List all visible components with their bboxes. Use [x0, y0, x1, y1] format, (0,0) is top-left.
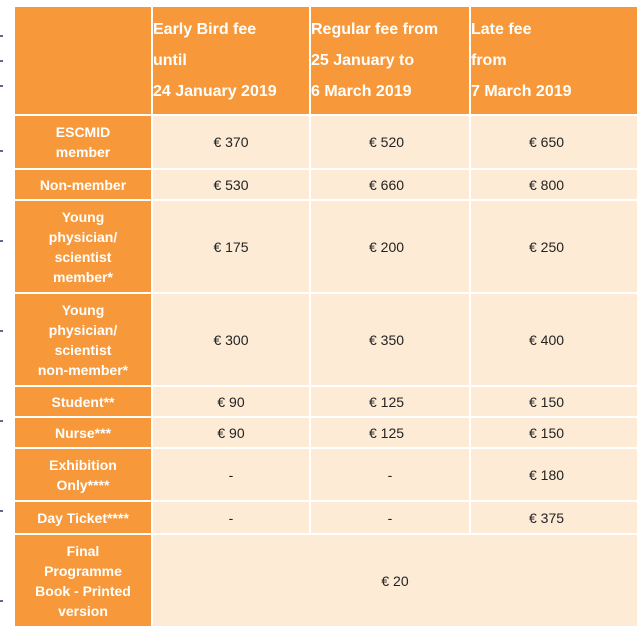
row-label-day-ticket: Day Ticket****	[15, 502, 151, 533]
cell-regular: -	[311, 502, 469, 533]
table-row	[15, 116, 637, 168]
table-row	[15, 449, 637, 500]
cell-late: € 150	[471, 418, 637, 447]
table-row	[15, 294, 637, 385]
fee-table	[13, 5, 639, 628]
table-row	[15, 387, 637, 416]
header-regular: Regular fee from 25 January to 6 March 2019	[311, 7, 469, 114]
cell-early: € 90	[153, 387, 309, 416]
cell-regular: € 660	[311, 170, 469, 199]
cell-early: -	[153, 502, 309, 533]
cell-late: € 400	[471, 294, 637, 385]
cell-early: € 300	[153, 294, 309, 385]
row-label-escmid-member: ESCMID member	[15, 116, 151, 168]
cell-early: -	[153, 449, 309, 500]
cell-regular: € 350	[311, 294, 469, 385]
header-late: Late fee from 7 March 2019	[471, 7, 637, 114]
cell-early: € 530	[153, 170, 309, 199]
cell-early: € 370	[153, 116, 309, 168]
cell-late: € 650	[471, 116, 637, 168]
cell-regular: € 200	[311, 201, 469, 292]
cell-late: € 180	[471, 449, 637, 500]
cell-late: € 250	[471, 201, 637, 292]
table-row	[15, 170, 637, 199]
row-label-young-member: Young physician/ scientist member*	[15, 201, 151, 292]
row-label-student: Student**	[15, 387, 151, 416]
table-row	[15, 201, 637, 292]
cell-late: € 800	[471, 170, 637, 199]
cell-regular: € 125	[311, 387, 469, 416]
row-label-nurse: Nurse***	[15, 418, 151, 447]
row-label-young-non-member: Young physician/ scientist non-member*	[15, 294, 151, 385]
row-label-final-programme-book: Final Programme Book - Printed version	[15, 535, 151, 626]
table-row	[15, 502, 637, 533]
cell-final-programme-price: € 20	[153, 535, 637, 626]
header-corner	[15, 7, 151, 114]
cell-regular: € 520	[311, 116, 469, 168]
row-label-exhibition-only: Exhibition Only****	[15, 449, 151, 500]
cell-regular: € 125	[311, 418, 469, 447]
left-edge-dots	[0, 0, 6, 641]
header-early-bird: Early Bird fee until 24 January 2019	[153, 7, 309, 114]
cell-late: € 150	[471, 387, 637, 416]
table-row	[15, 535, 637, 626]
header-row	[15, 7, 637, 114]
cell-late: € 375	[471, 502, 637, 533]
cell-early: € 90	[153, 418, 309, 447]
cell-regular: -	[311, 449, 469, 500]
table-row	[15, 418, 637, 447]
row-label-non-member: Non-member	[15, 170, 151, 199]
cell-early: € 175	[153, 201, 309, 292]
